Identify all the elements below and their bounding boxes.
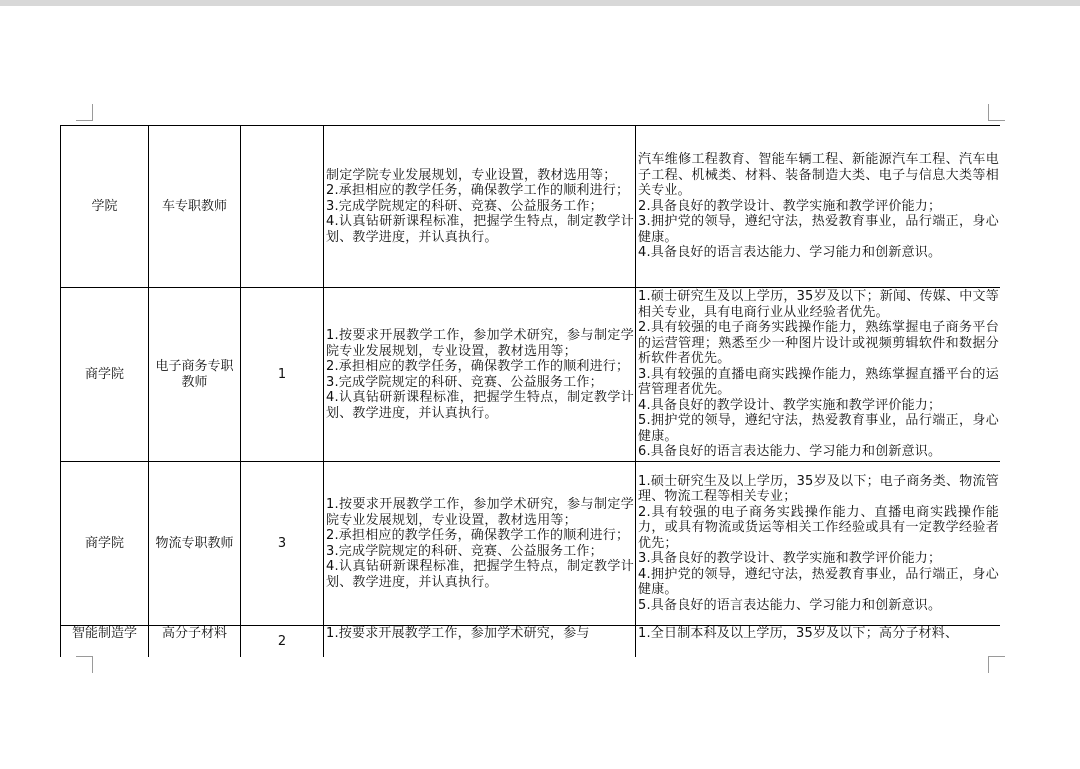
college-cell: 商学院 [61, 288, 149, 462]
count-cell [241, 126, 324, 288]
recruitment-table [60, 125, 1000, 657]
requirements-cell [636, 462, 1001, 626]
duties-text: 1.按要求开展教学工作，参加学术研究，参与制定学院专业发展规划，专业设置，教材选用等； 2.承担相应的教学任务，确保教学工作的顺利进行； 3.完成学院规定的科研、竞赛、公益服务工作； 4.认真钻研新课程标准，把握学生特点，制定教学计划、教学进度，并认真执行。 [326, 497, 634, 590]
document-page [60, 125, 1000, 657]
table-row [61, 126, 1001, 288]
requirements-cell [636, 126, 1001, 288]
college-cell: 学院 [61, 126, 149, 288]
duties-cell [324, 462, 636, 626]
duties-cell [324, 626, 636, 658]
position-cell: 物流专职教师 [149, 462, 241, 626]
count-cell: 2 [241, 626, 324, 658]
college-cell: 商学院 [61, 462, 149, 626]
requirements-text: 汽车维修工程教育、智能车辆工程、新能源汽车工程、汽车电子工程、机械类、材料、装备制造大类、电子与信息大类等相关专业。 2.具备良好的教学设计、教学实施和教学评价能力； 3.拥护党的领导，遵纪守法，热爱教育事业，品行端正，身心健康。 4.具备良好的语言表达能力、学习能力和创新意识。 [638, 152, 999, 261]
crop-mark-bottom-right [988, 656, 1005, 673]
position-cell: 高分子材料 [149, 626, 241, 658]
table-row [61, 626, 1001, 658]
position-cell: 车专职教师 [149, 126, 241, 288]
duties-cell [324, 126, 636, 288]
crop-mark-top-right [988, 104, 1005, 121]
duties-cell [324, 288, 636, 462]
requirements-text: 1.硕士研究生及以上学历，35岁及以下；电子商务类、物流管理、物流工程等相关专业； 2.具有较强的电子商务实践操作能力、直播电商实践操作能力，或具有物流或货运等相关工作经验或具有一定教学经验者优先； 3.具备良好的教学设计、教学实施和教学评价能力； 4.拥护党的领导，遵纪守法，热爱教育事业，品行端正，身心健康。 5.具备良好的语言表达能力、学习能力和创新意识。 [638, 473, 999, 613]
count-cell: 3 [241, 462, 324, 626]
crop-mark-bottom-left [76, 656, 93, 673]
duties-text: 制定学院专业发展规划，专业设置，教材选用等； 2.承担相应的教学任务，确保教学工作的顺利进行； 3.完成学院规定的科研、竞赛、公益服务工作； 4.认真钻研新课程标准，把握学生特点，制定教学计划、教学进度，并认真执行。 [326, 167, 634, 245]
college-cell: 智能制造学 [61, 626, 149, 658]
requirements-cell [636, 626, 1001, 658]
requirements-text: 1.全日制本科及以上学历，35岁及以下；高分子材料、 [638, 626, 959, 641]
requirements-text: 1.硕士研究生及以上学历，35岁及以下；新闻、传媒、中文等相关专业，具有电商行业从业经验者优先。 2.具有较强的电子商务实践操作能力，熟练掌握电子商务平台的运营管理；熟悉至少一种图片设计或视频剪辑软件和数据分析软件者优先。 3.具有较强的直播电商实践操作能力，熟练掌握直播平台的运营管理者优先。 4.具备良好的教学设计、教学实施和教学评价能力； 5.拥护党的领导，遵纪守法，热爱教育事业，品行端正，身心健康。 6.具备良好的语言表达能力、学习能力和创新意识。 [638, 289, 999, 460]
viewer-top-bar [0, 0, 1080, 6]
duties-text: 1.按要求开展教学工作，参加学术研究，参与 [326, 626, 590, 641]
table-row [61, 462, 1001, 626]
count-cell: 1 [241, 288, 324, 462]
duties-text: 1.按要求开展教学工作，参加学术研究，参与制定学院专业发展规划，专业设置，教材选用等； 2.承担相应的教学任务，确保教学工作的顺利进行； 3.完成学院规定的科研、竞赛、公益服务工作； 4.认真钻研新课程标准，把握学生特点，制定教学计划、教学进度，并认真执行。 [326, 328, 634, 421]
crop-mark-top-left [76, 104, 93, 121]
requirements-cell [636, 288, 1001, 462]
position-cell: 电子商务专职教师 [149, 288, 241, 462]
table-row [61, 288, 1001, 462]
